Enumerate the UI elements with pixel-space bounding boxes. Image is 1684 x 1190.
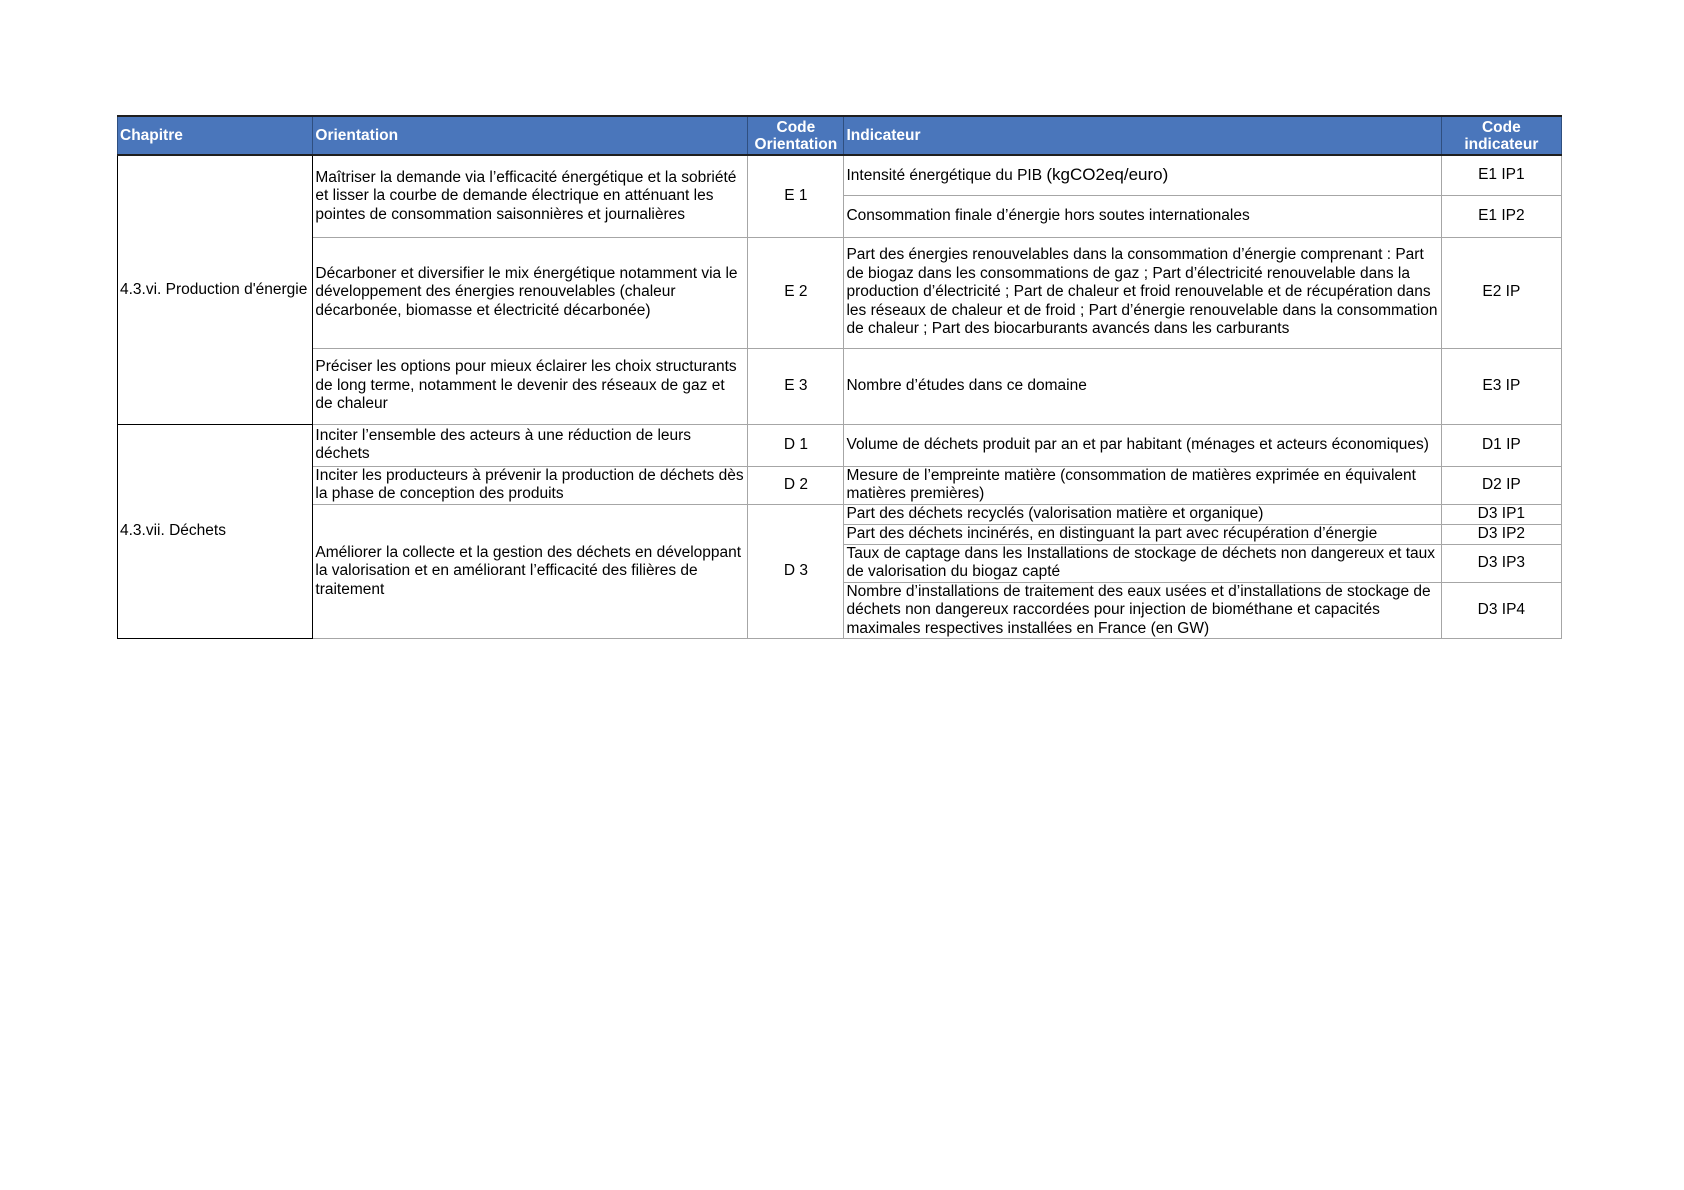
indicator-unit: (kgCO2eq/euro) bbox=[1046, 164, 1169, 184]
header-code-orientation: Code Orientation bbox=[748, 116, 844, 155]
orientation-cell: Inciter les producteurs à prévenir la production de déchets dès la phase de conception des produits bbox=[313, 466, 748, 504]
indicator-code-cell: D3 IP1 bbox=[1441, 504, 1561, 524]
orientation-code-cell: E 3 bbox=[748, 348, 844, 424]
orientation-cell: Maîtriser la demande via l’efficacité énergétique et la sobriété et lisser la courbe de demande électrique en atténuant les pointes de consommation saisonnières et journalières bbox=[313, 155, 748, 237]
header-code-indicateur: Code indicateur bbox=[1441, 116, 1561, 155]
orientation-code-cell: D 1 bbox=[748, 424, 844, 466]
indicator-code-cell: D3 IP4 bbox=[1441, 582, 1561, 639]
header-row bbox=[118, 116, 1562, 155]
orientation-cell: Préciser les options pour mieux éclairer les choix structurants de long terme, notamment le devenir des réseaux de gaz et de chaleur bbox=[313, 348, 748, 424]
indicator-cell: Part des énergies renouvelables dans la consommation d’énergie comprenant : Part de biogaz dans les consommations de gaz ; Part d’électricité renouvelable dans la production d’électricité ; Part de chaleur et froid renouvelable et de récupération dans les réseaux de chaleur et de froid ; Part d’énergie renouvelable dans la consommation de chaleur ; Part des biocarburants avancés dans les carburants bbox=[844, 237, 1441, 348]
orientation-code-cell: D 2 bbox=[748, 466, 844, 504]
table-row bbox=[118, 504, 1562, 524]
indicator-code-cell: E2 IP bbox=[1441, 237, 1561, 348]
orientation-cell: Améliorer la collecte et la gestion des déchets en développant la valorisation et en améliorant l’efficacité des filières de traitement bbox=[313, 504, 748, 639]
indicator-cell bbox=[844, 155, 1441, 195]
table-row bbox=[118, 155, 1562, 195]
indicator-code-cell: E1 IP1 bbox=[1441, 155, 1561, 195]
indicator-code-cell: D3 IP2 bbox=[1441, 524, 1561, 544]
table-row bbox=[118, 466, 1562, 504]
indicator-cell: Part des déchets recyclés (valorisation matière et organique) bbox=[844, 504, 1441, 524]
chapter-cell: 4.3.vi. Production d'énergie bbox=[118, 155, 313, 424]
table-row bbox=[118, 237, 1562, 348]
indicator-cell: Nombre d’études dans ce domaine bbox=[844, 348, 1441, 424]
indicator-code-cell: D3 IP3 bbox=[1441, 544, 1561, 582]
indicator-code-cell: D1 IP bbox=[1441, 424, 1561, 466]
header-chapitre: Chapitre bbox=[118, 116, 313, 155]
header-indicateur: Indicateur bbox=[844, 116, 1441, 155]
orientation-code-cell: E 2 bbox=[748, 237, 844, 348]
table-row bbox=[118, 348, 1562, 424]
indicator-cell: Mesure de l’empreinte matière (consommation de matières exprimée en équivalent matières premières) bbox=[844, 466, 1441, 504]
indicator-code-cell: E3 IP bbox=[1441, 348, 1561, 424]
indicator-cell: Volume de déchets produit par an et par habitant (ménages et acteurs économiques) bbox=[844, 424, 1441, 466]
indicators-table bbox=[117, 115, 1562, 639]
indicator-cell: Part des déchets incinérés, en distinguant la part avec récupération d’énergie bbox=[844, 524, 1441, 544]
indicator-code-cell: D2 IP bbox=[1441, 466, 1561, 504]
orientation-code-cell: D 3 bbox=[748, 504, 844, 639]
indicator-cell: Consommation finale d’énergie hors soutes internationales bbox=[844, 195, 1441, 237]
orientation-cell: Décarboner et diversifier le mix énergétique notamment via le développement des énergies renouvelables (chaleur décarbonée, biomasse et électricité décarbonée) bbox=[313, 237, 748, 348]
table-row bbox=[118, 424, 1562, 466]
orientation-cell: Inciter l’ensemble des acteurs à une réduction de leurs déchets bbox=[313, 424, 748, 466]
indicator-cell: Taux de captage dans les Installations de stockage de déchets non dangereux et taux de valorisation du biogaz capté bbox=[844, 544, 1441, 582]
header-orientation: Orientation bbox=[313, 116, 748, 155]
indicator-text: Intensité énergétique du PIB bbox=[846, 166, 1047, 184]
indicator-code-cell: E1 IP2 bbox=[1441, 195, 1561, 237]
chapter-cell: 4.3.vii. Déchets bbox=[118, 424, 313, 639]
indicator-cell: Nombre d’installations de traitement des eaux usées et d’installations de stockage de déchets non dangereux raccordées pour injection de biométhane et capacités maximales respectives installées en France (en GW) bbox=[844, 582, 1441, 639]
orientation-code-cell: E 1 bbox=[748, 155, 844, 237]
